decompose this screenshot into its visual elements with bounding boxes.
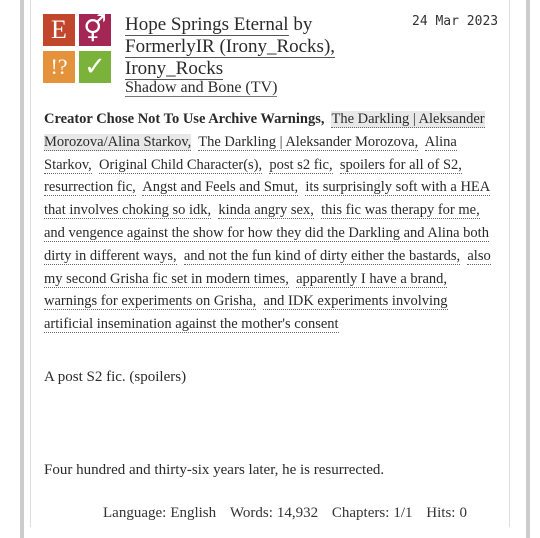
relationship-tag[interactable]: The Darkling | Aleksander Morozova/Alina Starkov, — [44, 111, 485, 150]
freeform-tag[interactable]: post s2 fic, — [269, 156, 333, 173]
freeform-tag[interactable]: this fic was therapy for me, — [321, 202, 480, 219]
author-link[interactable]: FormerlyIR (Irony_Rocks), — [125, 36, 336, 57]
character-tag[interactable]: Alina Starkov, — [44, 133, 457, 173]
language-label: Language: — [103, 505, 167, 521]
freeform-tag[interactable]: and not the fun kind of dirty either the bastards, — [183, 247, 461, 264]
fandom-tag[interactable] — [125, 79, 277, 97]
by-label: by — [293, 14, 313, 35]
freeform-tag[interactable]: resurrection fic, — [44, 179, 136, 196]
warning-tag[interactable]: Creator Chose Not To Use Archive Warnings, — [44, 111, 325, 127]
required-tags — [43, 14, 112, 84]
character-tag[interactable]: Original Child Character(s), — [99, 156, 263, 173]
complete-work-icon[interactable]: ✓ — [79, 51, 111, 83]
work-title-link[interactable]: Hope Springs Eternal — [125, 14, 289, 35]
publish-date: 24 Mar 2023 — [412, 14, 499, 29]
chapters-label: Chapters: — [331, 505, 390, 521]
freeform-tag[interactable]: kinda angry sex, — [218, 202, 314, 219]
language-value: English — [170, 505, 217, 521]
freeform-tag[interactable]: its surprisingly soft with a HEA that involves choking so idk, — [44, 179, 491, 219]
freeform-tag[interactable]: warnings for experiments on Grisha, — [44, 293, 257, 310]
freeform-tag[interactable]: Angst and Feels and Smut, — [142, 179, 299, 196]
work-stats — [103, 505, 467, 522]
chapters-value: 1/1 — [393, 505, 413, 521]
freeform-tag[interactable]: apparently I have a brand, — [296, 270, 448, 287]
freeform-tag[interactable]: and vengence against the show for how they did the Darkling and Alina both dirty in different ways, — [44, 224, 489, 264]
hits-value: 0 — [459, 505, 467, 521]
character-tag[interactable]: The Darkling | Aleksander Morozova, — [198, 133, 419, 150]
words-value: 14,932 — [276, 505, 319, 521]
freeform-tag[interactable]: spoilers for all of S2, — [339, 156, 462, 173]
author-link[interactable]: Irony_Rocks — [125, 58, 224, 79]
summary-line: Four hundred and thirty-six years later, he is resurrected. — [44, 462, 385, 478]
explicit-rating-icon[interactable]: E — [43, 14, 75, 46]
freeform-tag[interactable]: and IDK experiments involving artificial insemination against the mother's consent — [44, 293, 448, 333]
words-label: Words: — [229, 505, 273, 521]
work-heading — [125, 14, 385, 80]
hits-label: Hits: — [426, 505, 456, 521]
freeform-tag[interactable]: also my second Grisha fic set in modern times, — [44, 247, 491, 287]
fandom-link[interactable]: Shadow and Bone (TV) — [125, 79, 278, 96]
tag-list — [44, 108, 496, 336]
summary-line: A post S2 fic. (spoilers) — [44, 369, 187, 385]
multi-category-icon[interactable]: ⚥ — [79, 14, 111, 46]
no-archive-warnings-icon[interactable]: !? — [43, 51, 75, 83]
